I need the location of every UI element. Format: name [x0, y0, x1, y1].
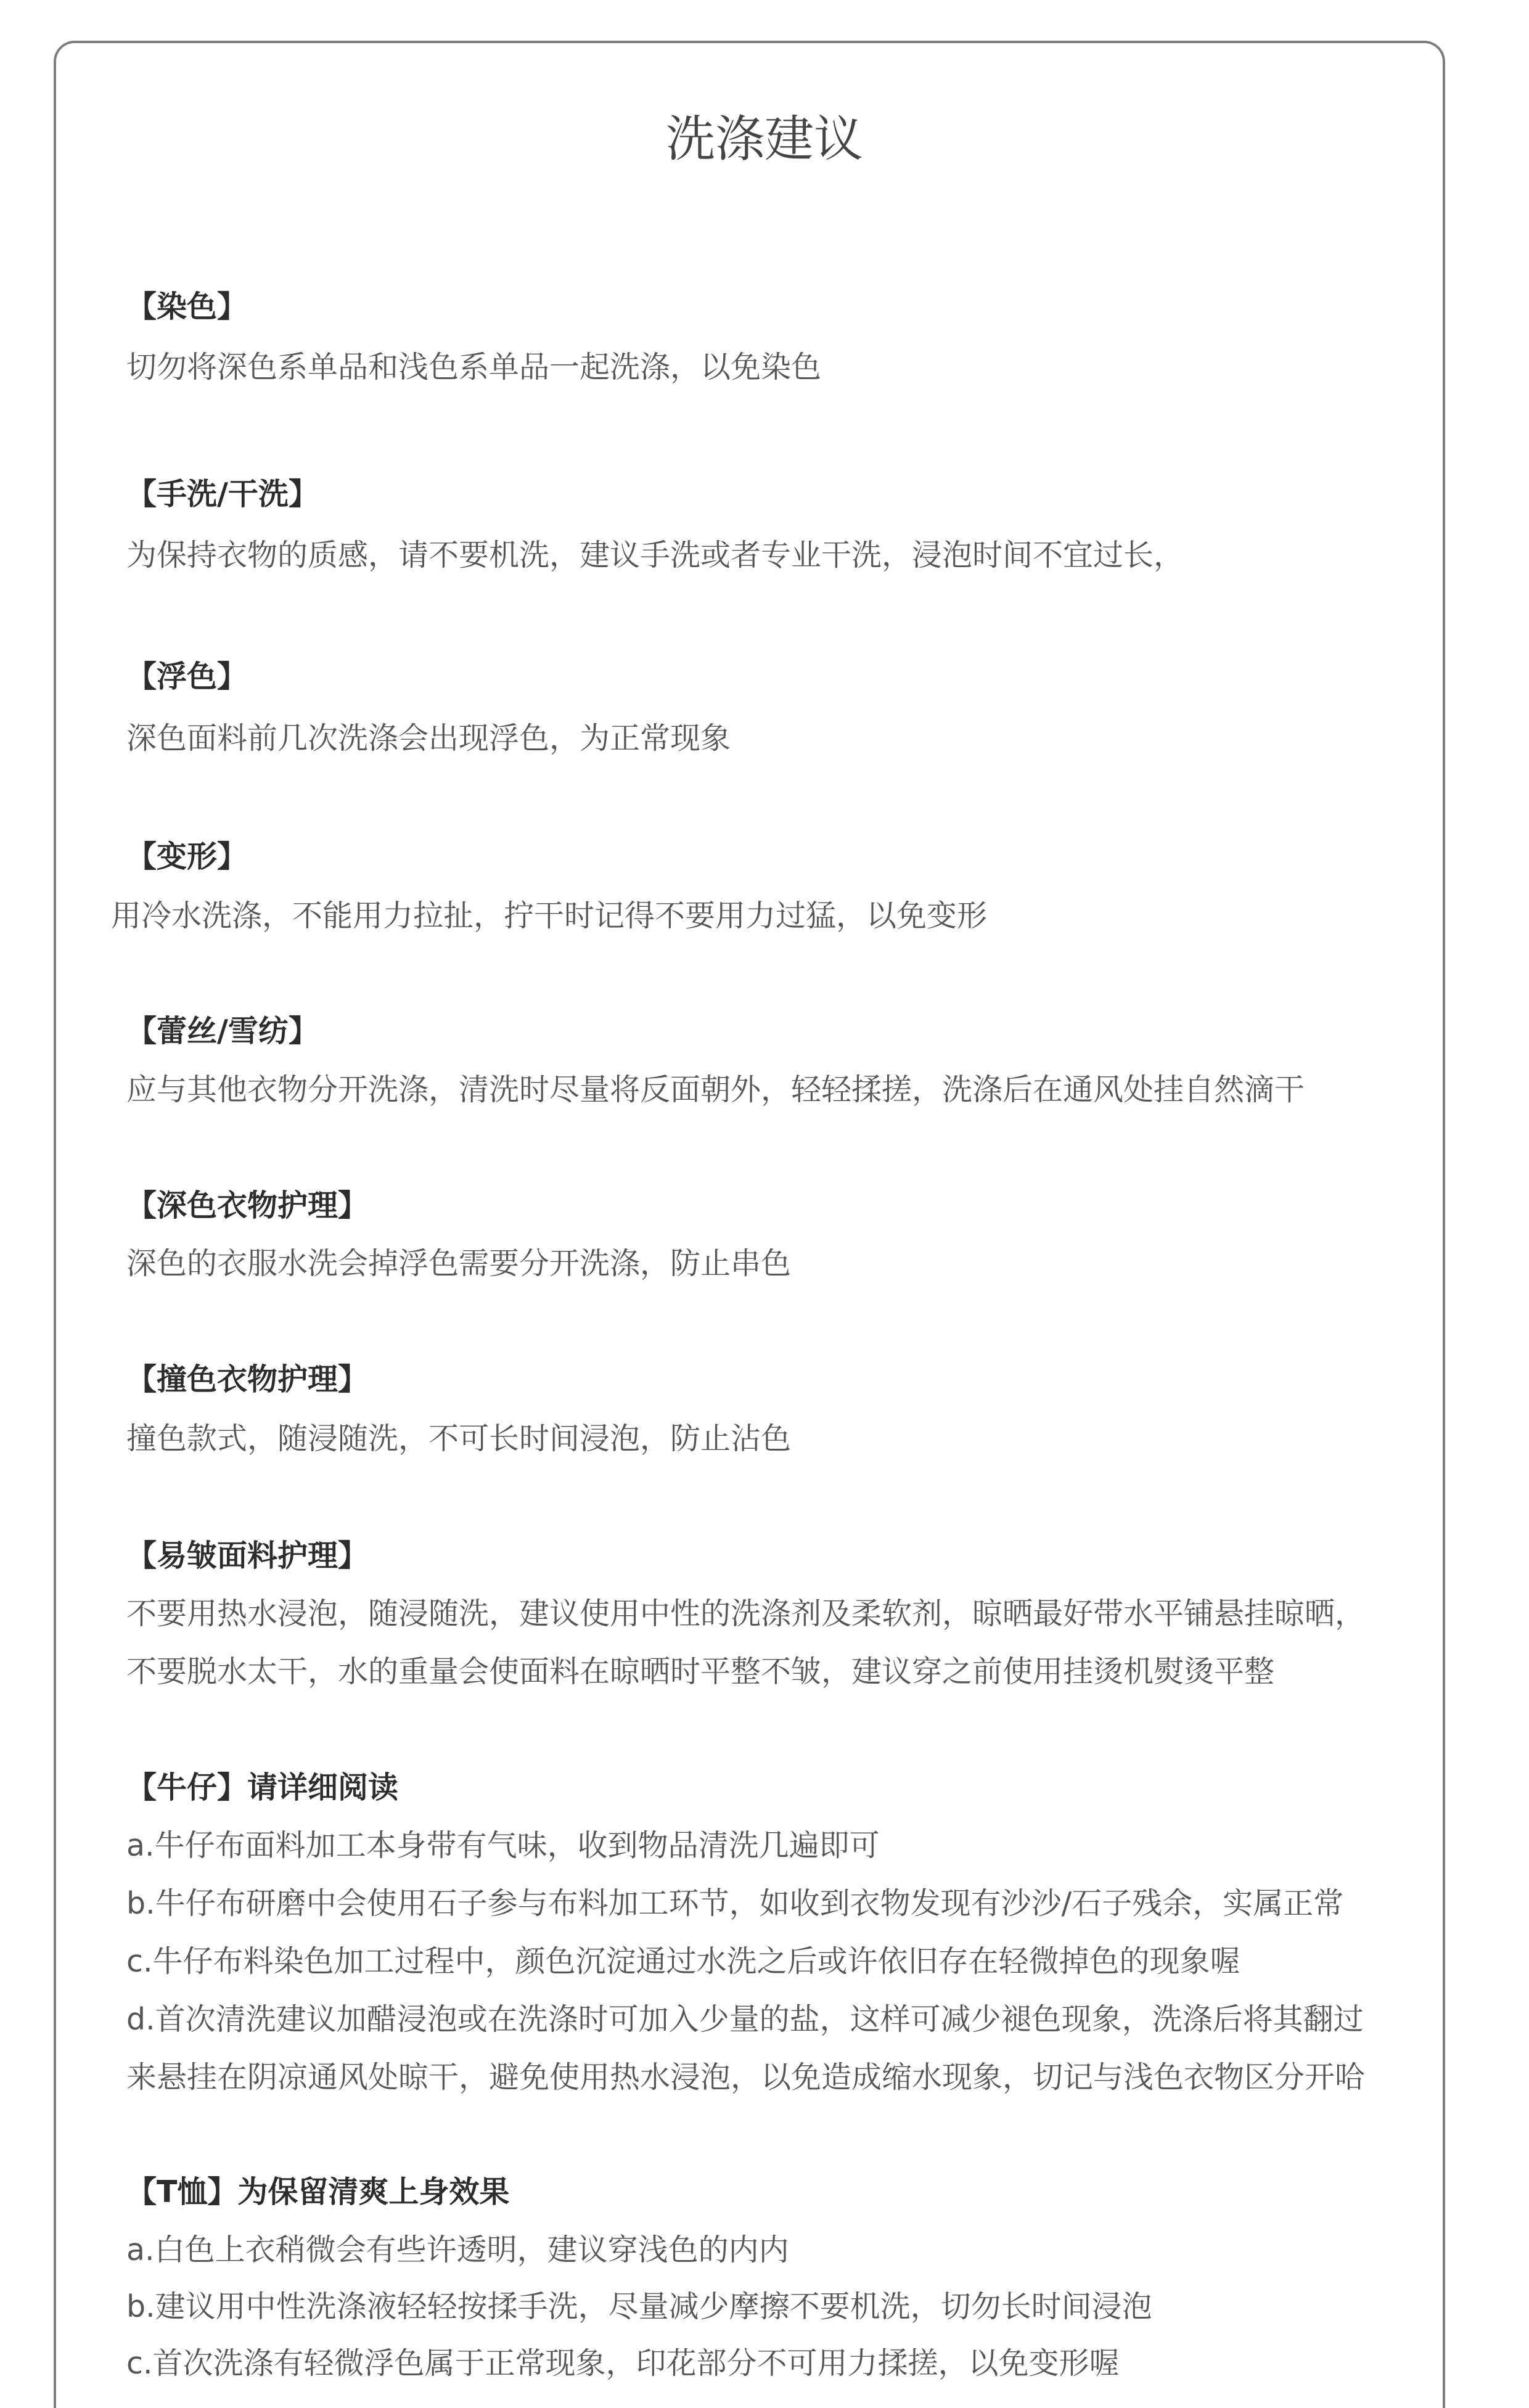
section-heading-floating-color: 【浮色】	[126, 659, 248, 694]
section-heading-denim: 【牛仔】请详细阅读	[126, 1770, 399, 1805]
section-text-denim-d: d.首次清洗建议加醋浸泡或在洗涤时可加入少量的盐，这样可减少褪色现象，洗涤后将其翻过	[126, 2002, 1364, 2037]
section-text-floating-color: 深色面料前几次洗涤会出现浮色，为正常现象	[126, 721, 731, 756]
section-text-wrinkle-fabric-2: 不要脱水太干，水的重量会使面料在晾晒时平整不皱，建议穿之前使用挂烫机熨烫平整	[126, 1654, 1275, 1689]
page-title: 洗涤建议	[666, 110, 863, 168]
section-heading-lace-chiffon: 【蕾丝/雪纺】	[126, 1014, 319, 1049]
section-text-denim-a: a.牛仔布面料加工本身带有气味，收到物品清洗几遍即可	[126, 1828, 880, 1863]
section-heading-wrinkle-fabric: 【易皱面料护理】	[126, 1538, 369, 1573]
section-text-tshirt-c: c.首次洗涤有轻微浮色属于正常现象，印花部分不可用力揉搓，以免变形喔	[126, 2346, 1120, 2381]
section-text-handwash: 为保持衣物的质感，请不要机洗，建议手洗或者专业干洗，浸泡时间不宜过长，	[126, 538, 1184, 573]
section-text-contrast-color: 撞色款式，随浸随洗，不可长时间浸泡，防止沾色	[126, 1421, 792, 1456]
section-text-dark-clothes: 深色的衣服水洗会掉浮色需要分开洗涤，防止串色	[126, 1246, 792, 1281]
section-heading-deformation: 【变形】	[126, 839, 248, 874]
section-text-deformation: 用冷水洗涤，不能用力拉扯，拧干时记得不要用力过猛，以免变形	[111, 898, 988, 933]
section-heading-dark-clothes: 【深色衣物护理】	[126, 1188, 369, 1223]
section-heading-handwash: 【手洗/干洗】	[126, 477, 319, 512]
section-heading-tshirt: 【T恤】为保留清爽上身效果	[126, 2174, 510, 2209]
section-text-tshirt-a: a.白色上衣稍微会有些许透明，建议穿浅色的内内	[126, 2232, 789, 2267]
section-heading-dyeing: 【染色】	[126, 289, 248, 324]
content-card	[54, 41, 1445, 2408]
section-text-dyeing: 切勿将深色系单品和浅色系单品一起洗涤，以免染色	[126, 350, 822, 385]
section-text-denim-b: b.牛仔布研磨中会使用石子参与布料加工环节，如收到衣物发现有沙沙/石子残余，实属正常	[126, 1886, 1344, 1921]
section-text-wrinkle-fabric-1: 不要用热水浸泡，随浸随洗，建议使用中性的洗涤剂及柔软剂，晾晒最好带水平铺悬挂晾晒，	[126, 1596, 1366, 1631]
section-text-denim-c: c.牛仔布料染色加工过程中，颜色沉淀通过水洗之后或许依旧存在轻微掉色的现象喔	[126, 1944, 1240, 1979]
section-text-lace-chiffon: 应与其他衣物分开洗涤，清洗时尽量将反面朝外，轻轻揉搓，洗涤后在通风处挂自然滴干	[126, 1072, 1305, 1107]
section-text-tshirt-b: b.建议用中性洗涤液轻轻按揉手洗，尽量减少摩擦不要机洗，切勿长时间浸泡	[126, 2289, 1152, 2324]
section-text-denim-e: 来悬挂在阴凉通风处晾干，避免使用热水浸泡，以免造成缩水现象，切记与浅色衣物区分开哈	[126, 2060, 1366, 2095]
section-heading-contrast-color: 【撞色衣物护理】	[126, 1362, 369, 1397]
